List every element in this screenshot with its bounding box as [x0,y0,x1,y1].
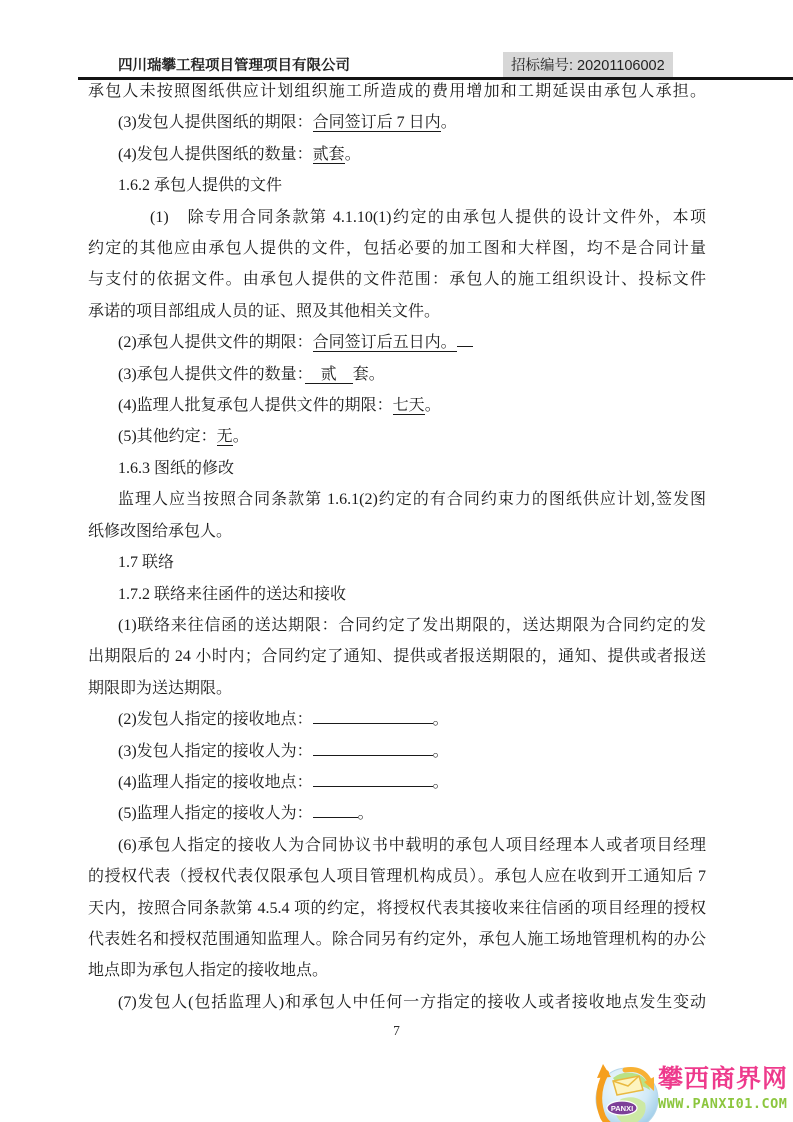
watermark-site-name: 攀西商界网 [658,1065,789,1093]
text-segment: 1.6.2 承包人提供的文件 [118,177,283,195]
text-segment: 的授权代表（授权代表仅限承包人项目管理机构成员）。承包人应在收到开工通知后 7 [88,868,706,886]
document-body [88,76,706,1018]
doc-line [88,264,706,295]
doc-line [88,296,706,327]
doc-line [88,233,706,264]
doc-line [88,516,706,547]
doc-line [88,139,706,170]
doc-line [88,76,706,107]
blank-underline [313,771,433,787]
text-segment: 。 [432,742,449,760]
text-segment: (4)监理人批复承包人提供文件的期限： [118,397,393,415]
watermark [591,1058,793,1122]
underlined-value: 贰套 [312,145,345,163]
text-segment: 地点即为承包人指定的接收地点。 [88,962,329,980]
doc-line [88,579,706,610]
underlined-value: 无 [216,428,233,446]
text-segment: 约定的其他应由承包人提供的文件，包括必要的加工图和大样图，均不是合同计量 [88,240,706,258]
doc-line [88,736,706,767]
doc-line [88,359,706,390]
text-segment: 纸修改图给承包人。 [88,522,233,540]
blank-underline [313,740,433,756]
doc-line [88,798,706,829]
text-segment: 承包人未按照图纸供应计划组织施工所造成的费用增加和工期延误由承包人承担。 [88,83,706,100]
text-segment: (3)承包人提供文件的数量： [118,365,305,383]
doc-line [88,202,706,233]
header-tender-number: 招标编号: 20201106002 [503,52,673,78]
doc-line [88,390,706,421]
doc-line [88,107,706,138]
page-number: 7 [393,1023,400,1038]
text-segment: 1.6.3 图纸的修改 [118,459,235,477]
blank-underline [313,802,358,818]
doc-line [88,893,706,924]
text-segment: (7)发包人(包括监理人)和承包人中任何一方指定的接收人或者接收地点发生变动 [118,993,706,1011]
text-segment: (3)发包人指定的接收人为： [118,742,313,760]
text-segment: 监理人应当按照合同条款第 1.6.1(2)约定的有合同约束力的图纸供应计划,签发图 [118,491,706,509]
text-segment: 。 [232,428,249,446]
text-segment: (2)发包人指定的接收地点： [118,711,313,729]
text-segment: 。 [357,805,374,823]
text-segment: (4)监理人指定的接收地点： [118,773,313,791]
doc-line [88,170,706,201]
text-segment: (5)监理人指定的接收人为： [118,805,313,823]
text-segment: 与支付的依据文件。由承包人提供的文件范围：承包人的施工组织设计、投标文件 [88,271,706,289]
underlined-value: 贰 [304,365,353,383]
text-segment: (1)联络来往信函的送达期限：合同约定了发出期限的，送达期限为合同约定的发 [118,616,706,634]
text-segment: (3)发包人提供图纸的期限： [118,114,313,132]
doc-line [88,547,706,578]
doc-line [88,987,706,1018]
text-segment: 代表姓名和授权范围通知监理人。除合同另有约定外，承包人施工场地管理机构的办公 [88,930,706,948]
text-segment: 天内，按照合同条款第 4.5.4 项的约定，将授权代表其接收来往信函的项目经理的授权 [88,899,706,917]
doc-line [88,421,706,452]
panxi-globe-icon [591,1061,663,1122]
panxi-logo-text: PANXI [610,1104,634,1113]
underlined-value: 合同签订后五日内。 [312,334,457,352]
text-segment: 套。 [352,365,385,383]
doc-line [88,830,706,861]
doc-line [88,924,706,955]
text-segment: 。 [432,711,449,729]
doc-line [88,484,706,515]
blank-underline [313,708,433,724]
text-segment: 期限即为送达期限。 [88,679,233,697]
doc-line [88,327,706,358]
doc-line [88,673,706,704]
header-company-name: 四川瑞攀工程项目管理项目有限公司 [118,54,350,79]
text-segment: 1.7.2 联络来往函件的送达和接收 [118,585,347,603]
text-segment: 。 [440,114,457,132]
blank-underline [457,331,473,347]
doc-line [88,610,706,641]
text-segment: (6)承包人指定的接收人为合同协议书中载明的承包人项目经理本人或者项目经理 [118,836,706,854]
text-segment: (1) 除专用合同条款第 4.1.10(1)约定的由承包人提供的设计文件外，本项 [150,208,706,226]
underlined-value: 合同签订后 7 日内 [312,114,441,132]
doc-line [88,861,706,892]
text-segment: 1.7 联络 [118,554,175,572]
text-segment: 出期限后的 24 小时内；合同约定了通知、提供或者报送期限的，通知、提供或者报送 [88,648,706,666]
doc-line [88,453,706,484]
text-segment: (5)其他约定： [118,428,217,446]
doc-line [88,955,706,986]
doc-line [88,704,706,735]
text-segment: 。 [344,145,361,163]
underlined-value: 七天 [392,397,425,415]
text-segment: 承诺的项目部组成人员的证、照及其他相关文件。 [88,302,441,320]
watermark-site-url: WWW.PANXI01.COM [658,1095,788,1112]
text-segment: (2)承包人提供文件的期限： [118,334,313,352]
doc-line [88,641,706,672]
text-segment: 。 [424,397,441,415]
watermark-text [658,1058,788,1112]
text-segment: 。 [432,773,449,791]
doc-line [88,767,706,798]
text-segment: (4)发包人提供图纸的数量： [118,145,313,163]
